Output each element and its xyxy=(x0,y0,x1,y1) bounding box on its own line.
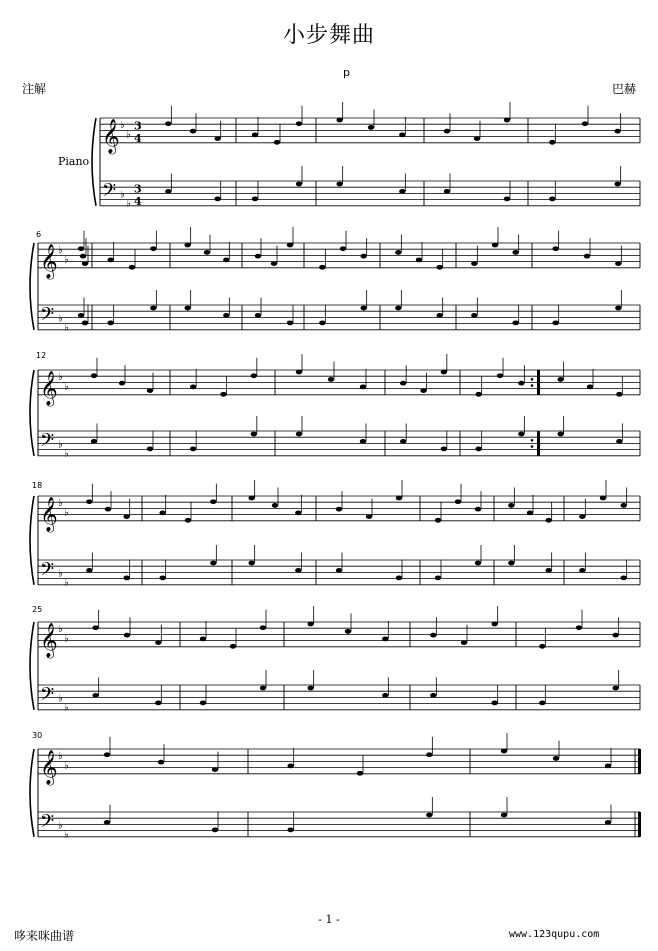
note-head xyxy=(512,250,518,255)
note-head xyxy=(605,763,611,768)
note-head xyxy=(255,313,261,318)
note-head xyxy=(475,446,481,451)
note-head xyxy=(105,507,111,512)
repeat-dot xyxy=(531,384,534,387)
note-head xyxy=(190,384,196,389)
note-head xyxy=(416,257,422,262)
repeat-barline xyxy=(537,370,540,395)
note-head xyxy=(615,261,621,266)
note-head xyxy=(223,257,229,262)
flat-icon: ♭ xyxy=(64,322,69,334)
note-head xyxy=(165,189,171,194)
flat-icon: ♭ xyxy=(126,129,131,141)
note-head xyxy=(471,261,477,266)
note-head xyxy=(78,313,84,318)
note-head xyxy=(396,496,402,501)
flat-icon: ♭ xyxy=(58,439,63,451)
note-head xyxy=(357,771,363,776)
brace-icon xyxy=(30,622,34,710)
note-head xyxy=(107,257,113,262)
repeat-dot xyxy=(531,445,534,448)
note-head xyxy=(287,320,293,325)
note-head xyxy=(399,132,405,137)
note-head xyxy=(345,629,351,634)
note-head xyxy=(296,432,302,437)
note-head xyxy=(220,392,226,397)
brace-icon xyxy=(30,496,34,585)
page-number: - 1 - xyxy=(318,913,340,926)
note-head xyxy=(212,827,218,832)
note-head xyxy=(576,625,582,630)
note-head xyxy=(150,246,156,251)
note-head xyxy=(491,622,497,627)
note-head xyxy=(420,388,426,393)
note-head xyxy=(557,377,563,382)
flat-icon: ♭ xyxy=(64,633,69,645)
note-head xyxy=(518,432,524,437)
note-head xyxy=(553,756,559,761)
flat-icon: ♭ xyxy=(64,254,69,266)
note-head xyxy=(287,243,293,248)
note-head xyxy=(80,254,86,259)
note-head xyxy=(158,760,164,765)
note-head xyxy=(296,370,302,375)
flat-icon: ♭ xyxy=(64,702,69,714)
note-head xyxy=(296,182,302,187)
note-head xyxy=(501,749,507,754)
note-head xyxy=(471,313,477,318)
note-head xyxy=(518,381,524,386)
bass-clef-icon: 𝄢 xyxy=(40,304,55,330)
brace-icon xyxy=(92,118,96,206)
note-head xyxy=(430,693,436,698)
note-head xyxy=(539,644,545,649)
note-head xyxy=(185,518,191,523)
note-head xyxy=(252,196,258,201)
flat-icon: ♭ xyxy=(58,313,63,325)
site-name: 哆来咪曲谱 xyxy=(14,929,75,943)
flat-icon: ♭ xyxy=(64,829,69,841)
note-head xyxy=(475,561,481,566)
note-head xyxy=(107,320,113,325)
note-head xyxy=(165,121,171,126)
note-head xyxy=(92,693,98,698)
note-head xyxy=(92,625,98,630)
note-head xyxy=(272,503,278,508)
note-head xyxy=(400,381,406,386)
note-head xyxy=(436,313,442,318)
note-head xyxy=(260,686,266,691)
note-head xyxy=(579,514,585,519)
measure-number: 18 xyxy=(32,481,43,490)
flat-icon: ♭ xyxy=(120,189,125,201)
note-head xyxy=(200,700,206,705)
note-head xyxy=(539,700,545,705)
note-head xyxy=(600,496,606,501)
note-head xyxy=(614,182,620,187)
treble-clef-icon: 𝄞 xyxy=(40,370,58,406)
flat-icon: ♭ xyxy=(120,120,125,132)
note-head xyxy=(319,320,325,325)
note-head xyxy=(615,306,621,311)
note-head xyxy=(436,265,442,270)
note-head xyxy=(91,373,97,378)
staff-systems xyxy=(30,102,641,841)
note-head xyxy=(184,243,190,248)
note-head xyxy=(612,633,618,638)
note-head xyxy=(426,752,432,757)
note-head xyxy=(474,136,480,141)
note-head xyxy=(271,261,277,266)
composer-name: 巴赫 xyxy=(612,82,637,96)
note-head xyxy=(129,265,135,270)
flat-icon: ♭ xyxy=(64,760,69,772)
note-head xyxy=(287,763,293,768)
treble-clef-icon: 𝄞 xyxy=(102,118,120,154)
note-head xyxy=(340,246,346,251)
brace-icon xyxy=(30,243,34,330)
note-head xyxy=(620,503,626,508)
treble-clef-icon: 𝄞 xyxy=(40,496,58,532)
note-head xyxy=(461,640,467,645)
note-head xyxy=(557,432,563,437)
note-head xyxy=(382,693,388,698)
note-head xyxy=(204,250,210,255)
note-head xyxy=(223,313,229,318)
flat-icon: ♭ xyxy=(58,820,63,832)
note-head xyxy=(426,813,432,818)
time-signature-denominator: 4 xyxy=(134,194,142,208)
note-head xyxy=(260,625,266,630)
note-head xyxy=(104,820,110,825)
note-head xyxy=(549,196,555,201)
note-head xyxy=(475,507,481,512)
note-head xyxy=(230,644,236,649)
note-head xyxy=(214,196,220,201)
bass-clef-icon: 𝄢 xyxy=(40,559,55,585)
note-head xyxy=(123,514,129,519)
note-head xyxy=(200,636,206,641)
note-head xyxy=(248,561,254,566)
flat-icon: ♭ xyxy=(126,198,131,210)
measure-number: 25 xyxy=(32,605,43,614)
repeat-dot xyxy=(531,378,534,381)
note-head xyxy=(382,636,388,641)
note-head xyxy=(155,640,161,645)
note-head xyxy=(91,439,97,444)
note-head xyxy=(252,132,258,137)
note-head xyxy=(549,140,555,145)
note-head xyxy=(251,432,257,437)
note-head xyxy=(287,827,293,832)
note-head xyxy=(360,306,366,311)
note-head xyxy=(545,518,551,523)
note-head xyxy=(251,373,257,378)
note-head xyxy=(582,121,588,126)
final-barline xyxy=(638,749,641,774)
note-head xyxy=(336,568,342,573)
note-head xyxy=(147,388,153,393)
note-head xyxy=(504,118,510,123)
note-head xyxy=(336,507,342,512)
note-head xyxy=(497,373,503,378)
note-head xyxy=(155,700,161,705)
note-head xyxy=(82,261,88,266)
treble-clef-icon: 𝄞 xyxy=(40,749,58,785)
flat-icon: ♭ xyxy=(58,751,63,763)
note-head xyxy=(396,575,402,580)
note-head xyxy=(504,196,510,201)
measure-number: 6 xyxy=(36,230,42,239)
note-head xyxy=(159,510,165,515)
note-head xyxy=(508,561,514,566)
bass-clef-icon: 𝄢 xyxy=(102,180,117,206)
note-head xyxy=(212,767,218,772)
note-head xyxy=(366,514,372,519)
note-head xyxy=(147,446,153,451)
note-head xyxy=(620,575,626,580)
note-head xyxy=(150,306,156,311)
note-head xyxy=(360,254,366,259)
note-head xyxy=(184,306,190,311)
note-head xyxy=(441,446,447,451)
site-url: www.123qupu.com xyxy=(509,929,600,940)
repeat-barline xyxy=(537,431,540,456)
note-head xyxy=(552,320,558,325)
flat-icon: ♭ xyxy=(58,693,63,705)
note-head xyxy=(159,575,165,580)
note-head xyxy=(492,243,498,248)
flat-icon: ♭ xyxy=(64,381,69,393)
note-head xyxy=(399,189,405,194)
note-head xyxy=(444,129,450,134)
note-head xyxy=(328,377,334,382)
note-head xyxy=(124,633,130,638)
flat-icon: ♭ xyxy=(58,245,63,257)
note-head xyxy=(545,568,551,573)
note-head xyxy=(319,265,325,270)
time-signature-numerator: 3 xyxy=(134,182,142,196)
annotation-label: 注解 xyxy=(22,82,47,96)
flat-icon: ♭ xyxy=(58,568,63,580)
note-head xyxy=(86,499,92,504)
measure-number: 30 xyxy=(32,731,43,740)
note-head xyxy=(605,820,611,825)
note-head xyxy=(295,510,301,515)
note-head xyxy=(210,499,216,504)
note-head xyxy=(612,686,618,691)
note-head xyxy=(360,439,366,444)
treble-clef-icon: 𝄞 xyxy=(40,622,58,658)
score-title: 小步舞曲 xyxy=(282,23,375,48)
flat-icon: ♭ xyxy=(58,498,63,510)
repeat-dot xyxy=(531,439,534,442)
note-head xyxy=(214,136,220,141)
note-head xyxy=(190,129,196,134)
note-head xyxy=(307,622,313,627)
note-head xyxy=(360,384,366,389)
note-head xyxy=(274,140,280,145)
note-head xyxy=(512,320,518,325)
time-signature-numerator: 3 xyxy=(134,119,142,133)
time-signature-denominator: 4 xyxy=(134,131,142,145)
note-head xyxy=(614,129,620,134)
note-head xyxy=(190,446,196,451)
note-head xyxy=(455,499,461,504)
note-head xyxy=(587,384,593,389)
bass-clef-icon: 𝄢 xyxy=(40,684,55,710)
flat-icon: ♭ xyxy=(64,577,69,589)
note-head xyxy=(123,575,129,580)
note-head xyxy=(368,125,374,130)
bass-clef-icon: 𝄢 xyxy=(40,811,55,837)
flat-icon: ♭ xyxy=(58,624,63,636)
note-head xyxy=(435,575,441,580)
note-head xyxy=(508,503,514,508)
note-head xyxy=(435,518,441,523)
note-head xyxy=(400,439,406,444)
note-head xyxy=(430,633,436,638)
note-head xyxy=(248,496,254,501)
flat-icon: ♭ xyxy=(64,448,69,460)
note-head xyxy=(82,320,88,325)
note-head xyxy=(395,250,401,255)
note-head xyxy=(552,246,558,251)
note-head xyxy=(255,254,261,259)
final-barline xyxy=(638,812,641,837)
flat-icon: ♭ xyxy=(58,372,63,384)
note-head xyxy=(119,381,125,386)
note-head xyxy=(441,370,447,375)
bass-clef-icon: 𝄢 xyxy=(40,430,55,456)
note-head xyxy=(616,392,622,397)
note-head xyxy=(444,189,450,194)
note-head xyxy=(296,121,302,126)
brace-icon xyxy=(30,749,34,837)
instrument-label: Piano xyxy=(58,155,90,168)
note-head xyxy=(616,439,622,444)
note-head xyxy=(336,118,342,123)
brace-icon xyxy=(30,370,34,456)
note-head xyxy=(584,254,590,259)
note-head xyxy=(501,813,507,818)
note-head xyxy=(395,306,401,311)
note-head xyxy=(336,182,342,187)
flat-icon: ♭ xyxy=(64,507,69,519)
note-head xyxy=(579,568,585,573)
note-head xyxy=(475,392,481,397)
note-head xyxy=(491,700,497,705)
note-head xyxy=(527,510,533,515)
note-head xyxy=(86,568,92,573)
note-head xyxy=(295,568,301,573)
dynamic-marking: p xyxy=(343,66,350,79)
note-head xyxy=(210,561,216,566)
note-head xyxy=(78,246,84,251)
note-head xyxy=(104,752,110,757)
note-head xyxy=(307,686,313,691)
treble-clef-icon: 𝄞 xyxy=(40,243,58,279)
measure-number: 12 xyxy=(36,351,47,360)
